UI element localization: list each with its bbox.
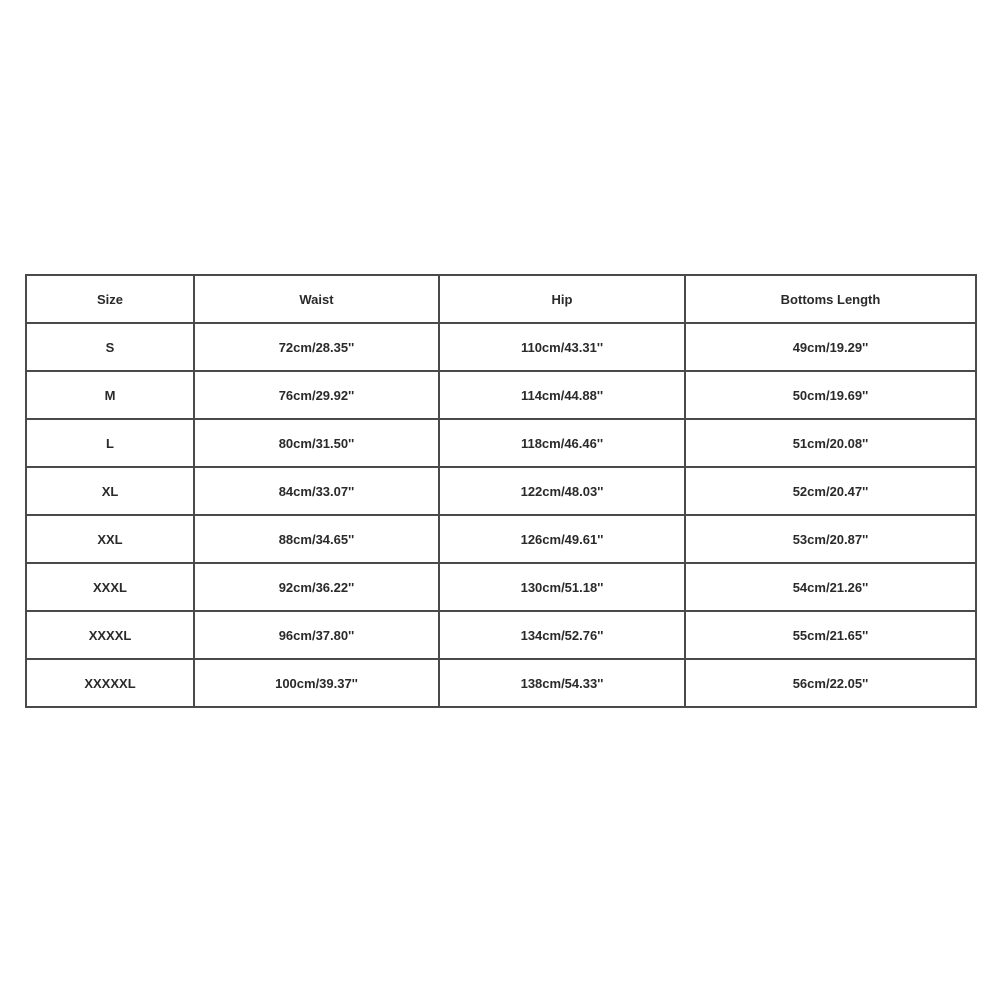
cell-waist: 100cm/39.37'' bbox=[194, 659, 439, 707]
cell-waist: 72cm/28.35'' bbox=[194, 323, 439, 371]
cell-bottoms-length: 55cm/21.65'' bbox=[685, 611, 976, 659]
cell-waist: 80cm/31.50'' bbox=[194, 419, 439, 467]
cell-bottoms-length: 49cm/19.29'' bbox=[685, 323, 976, 371]
cell-size: XXXXL bbox=[26, 611, 194, 659]
table-row bbox=[26, 515, 976, 563]
header-waist: Waist bbox=[194, 275, 439, 323]
cell-bottoms-length: 50cm/19.69'' bbox=[685, 371, 976, 419]
table-row bbox=[26, 467, 976, 515]
cell-hip: 114cm/44.88'' bbox=[439, 371, 685, 419]
cell-waist: 76cm/29.92'' bbox=[194, 371, 439, 419]
cell-bottoms-length: 52cm/20.47'' bbox=[685, 467, 976, 515]
cell-size: XXXXXL bbox=[26, 659, 194, 707]
cell-size: XXXL bbox=[26, 563, 194, 611]
cell-waist: 84cm/33.07'' bbox=[194, 467, 439, 515]
cell-hip: 118cm/46.46'' bbox=[439, 419, 685, 467]
table-row bbox=[26, 563, 976, 611]
cell-hip: 138cm/54.33'' bbox=[439, 659, 685, 707]
cell-size: S bbox=[26, 323, 194, 371]
table-row bbox=[26, 659, 976, 707]
header-bottoms-length: Bottoms Length bbox=[685, 275, 976, 323]
cell-hip: 130cm/51.18'' bbox=[439, 563, 685, 611]
cell-size: L bbox=[26, 419, 194, 467]
cell-hip: 134cm/52.76'' bbox=[439, 611, 685, 659]
cell-hip: 122cm/48.03'' bbox=[439, 467, 685, 515]
cell-waist: 88cm/34.65'' bbox=[194, 515, 439, 563]
cell-bottoms-length: 56cm/22.05'' bbox=[685, 659, 976, 707]
header-size: Size bbox=[26, 275, 194, 323]
cell-bottoms-length: 54cm/21.26'' bbox=[685, 563, 976, 611]
table-row bbox=[26, 323, 976, 371]
header-hip: Hip bbox=[439, 275, 685, 323]
cell-bottoms-length: 51cm/20.08'' bbox=[685, 419, 976, 467]
cell-size: XL bbox=[26, 467, 194, 515]
table-row bbox=[26, 371, 976, 419]
size-chart-table bbox=[25, 274, 977, 708]
table-row bbox=[26, 611, 976, 659]
table-row bbox=[26, 419, 976, 467]
cell-size: M bbox=[26, 371, 194, 419]
cell-hip: 126cm/49.61'' bbox=[439, 515, 685, 563]
cell-waist: 92cm/36.22'' bbox=[194, 563, 439, 611]
cell-waist: 96cm/37.80'' bbox=[194, 611, 439, 659]
cell-bottoms-length: 53cm/20.87'' bbox=[685, 515, 976, 563]
header-row bbox=[26, 275, 976, 323]
cell-size: XXL bbox=[26, 515, 194, 563]
cell-hip: 110cm/43.31'' bbox=[439, 323, 685, 371]
